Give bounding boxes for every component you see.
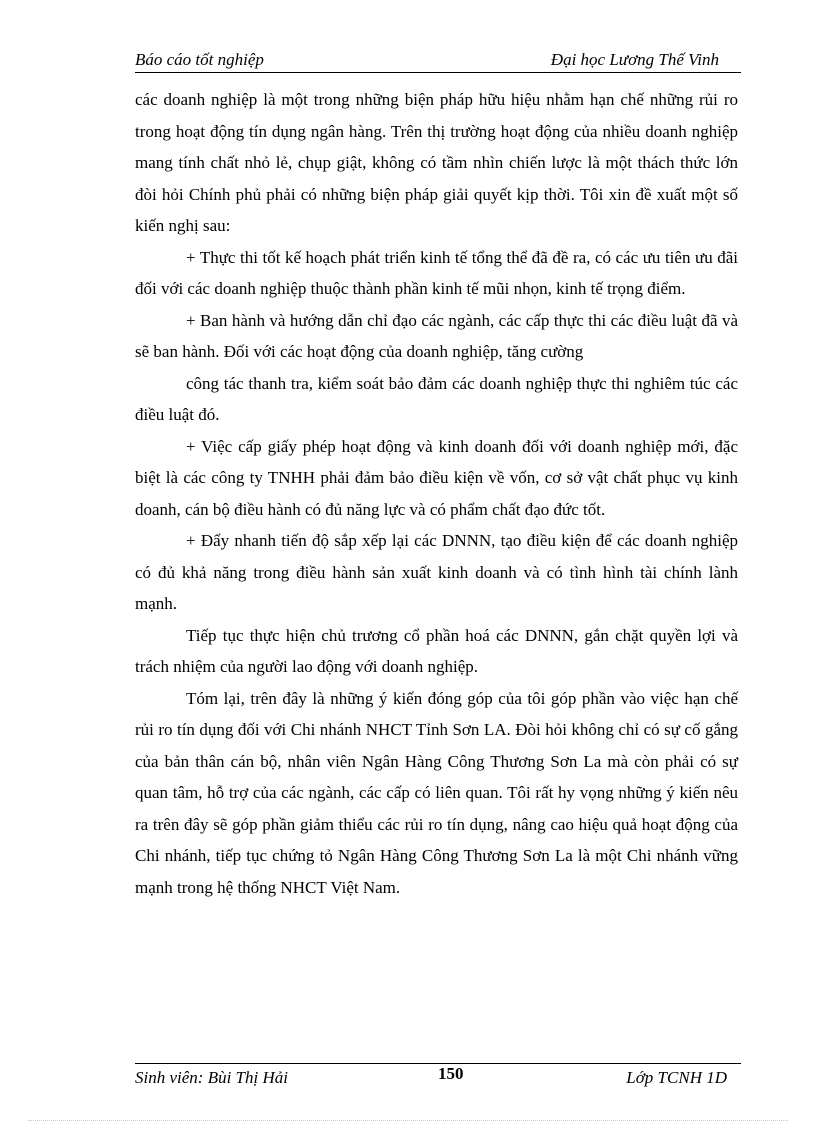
paragraph-intro: các doanh nghiệp là một trong những biện pháp hữu hiệu nhằm hạn chế những rủi ro trong hoạt động tín dụng ngân hàng. Trên thị trường hoạt động của nhiều doanh nghiệp mang tính chất nhỏ lẻ, chụp giật, không có tầm nhìn chiến lược là một thách thức lớn đòi hỏi Chính phủ phải có những biện pháp giải quyết kịp thời. Tôi xin đề xuất một số kiến nghị sau: [135, 90, 738, 235]
paragraph-recommendation-2b: công tác thanh tra, kiểm soát bảo đảm các doanh nghiệp thực thi nghiêm túc các điều luật đó. [135, 373, 738, 424]
paragraph-conclusion: Tóm lại, trên đây là những ý kiến đóng góp của tôi góp phần vào việc hạn chế rủi ro tín dụng đối với Chi nhánh NHCT Tỉnh Sơn LA. Đòi hỏi không chỉ có sự cố gắng của bản thân cán bộ, nhân viên Ngân Hàng Công Thương Sơn La mà còn phải có sự quan tâm, hỗ trợ của các ngành, các cấp có liên quan. Tôi rất hy vọng những ý kiến nêu ra trên đây sẽ góp phần giảm thiểu các rủi ro tín dụng, nâng cao hiệu quả hoạt động của Chi nhánh, tiếp tục chứng tỏ Ngân Hàng Công Thương Sơn La là một Chi nhánh vững mạnh trong hệ thống NHCT Việt Nam. [135, 688, 738, 897]
header-university: Đại học Lương Thế Vinh [550, 50, 719, 69]
paragraph-recommendation-3: + Việc cấp giấy phép hoạt động và kinh doanh đối với doanh nghiệp mới, đặc biệt là các công ty TNHH phải đảm bảo điều kiện về vốn, cơ sở vật chất phục vụ kinh doanh, cán bộ điều hành có đủ năng lực và có phẩm chất đạo đức tốt. [135, 436, 738, 519]
page-number: 150 [438, 1064, 464, 1083]
paragraph-recommendation-1: + Thực thi tốt kế hoạch phát triển kinh tế tổng thể đã đề ra, có các ưu tiên ưu đãi đối với các doanh nghiệp thuộc thành phần kinh tế mũi nhọn, kinh tế trọng điểm. [135, 247, 738, 298]
header-report-title: Báo cáo tốt nghiệp [135, 50, 264, 69]
page-header [135, 48, 741, 73]
paragraph-equitization: Tiếp tục thực hiện chủ trương cổ phần hoá các DNNN, gắn chặt quyền lợi và trách nhiệm của người lao động với doanh nghiệp. [135, 625, 738, 676]
paragraph-recommendation-4: + Đẩy nhanh tiến độ sắp xếp lại các DNNN, tạo điều kiện để các doanh nghiệp có đủ khả năng trong điều hành sản xuất kinh doanh và có tình hình tài chính lành mạnh. [135, 531, 738, 613]
page-bottom-divider [28, 1120, 788, 1121]
footer-class: Lớp TCNH 1D [626, 1068, 727, 1087]
document-body [135, 84, 738, 903]
paragraph-recommendation-2a: + Ban hành và hướng dẫn chỉ đạo các ngành, các cấp thực thi các điều luật đã và sẽ ban hành. Đối với các hoạt động của doanh nghiệp, tăng cường [135, 310, 738, 361]
footer-student: Sinh viên: Bùi Thị Hải [135, 1068, 288, 1087]
page-footer [135, 1063, 741, 1092]
